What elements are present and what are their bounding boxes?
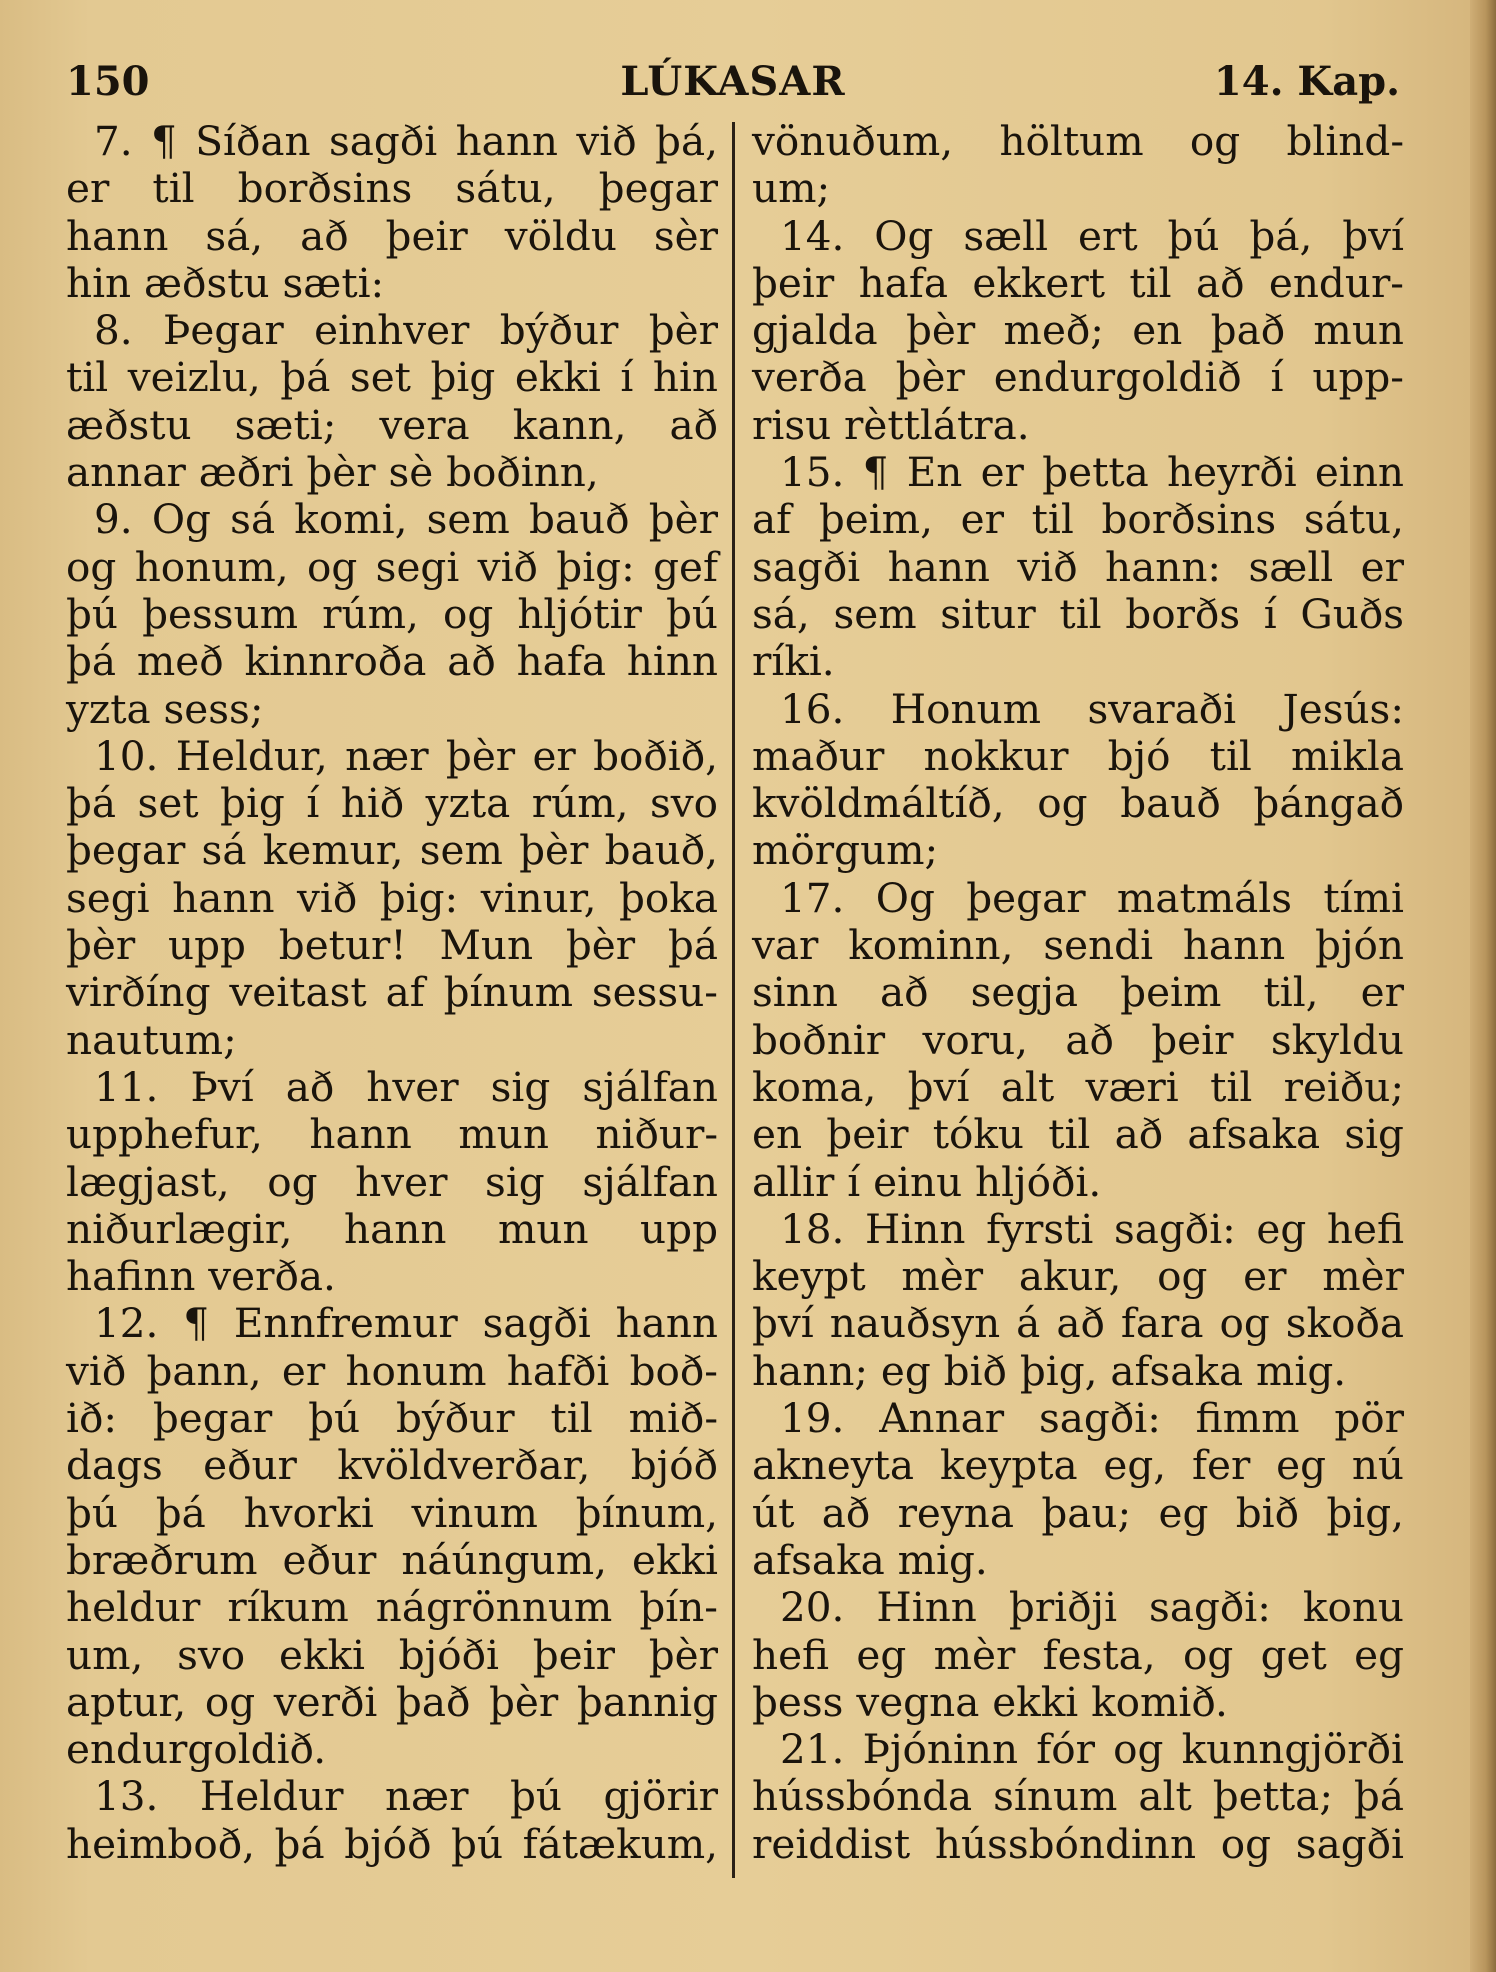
text-line: 7. ¶ Síðan sagði hann við þá, xyxy=(94,117,718,165)
text-line: þeir hafa ekkert til að endur- xyxy=(752,258,1404,307)
text-line: þegar sá kemur, sem þèr bauð, xyxy=(66,826,718,875)
text-line: hafinn verða. xyxy=(66,1252,336,1301)
text-line: yzta sess; xyxy=(66,684,264,733)
text-line: 13. Heldur nær þú gjörir xyxy=(94,1772,718,1821)
text-line: mörgum; xyxy=(752,826,939,875)
text-line: lægjast, og hver sig sjálfan xyxy=(66,1157,718,1206)
text-line: hússbónda sínum alt þetta; þá xyxy=(752,1772,1404,1821)
text-line: akneyta keypta eg, fer eg nú xyxy=(752,1441,1404,1490)
book-title: LÚKASAR xyxy=(620,58,846,105)
text-line: 9. Og sá komi, sem bauð þèr xyxy=(94,495,718,544)
text-line: 12. ¶ Ennfremur sagði hann xyxy=(94,1299,718,1348)
text-line: þú þessum rúm, og hljótir þú xyxy=(66,589,718,638)
text-line: þèr upp betur! Mun þèr þá xyxy=(66,921,718,970)
text-line: 16. Honum svaraði Jesús: xyxy=(780,684,1404,733)
text-line: þá set þig í hið yzta rúm, svo xyxy=(66,779,718,828)
page-number: 150 xyxy=(66,58,150,105)
text-line: hann; eg bið þig, afsaka mig. xyxy=(752,1346,1347,1395)
right-text-column xyxy=(752,118,1404,1868)
text-line: 15. ¶ En er þetta heyrði einn xyxy=(780,448,1404,497)
text-line: 14. Og sæll ert þú þá, því xyxy=(780,211,1404,260)
text-line: verða þèr endurgoldið í upp- xyxy=(752,353,1404,402)
text-line: 18. Hinn fyrsti sagði: eg hefi xyxy=(780,1204,1404,1253)
text-line: allir í einu hljóði. xyxy=(752,1157,1102,1206)
text-line: boðnir voru, að þeir skyldu xyxy=(752,1015,1404,1064)
text-line: þess vegna ekki komið. xyxy=(752,1677,1228,1726)
text-line: af þeim, er til borðsins sátu, xyxy=(752,495,1404,544)
text-line: þá með kinnroða að hafa hinn xyxy=(66,637,718,686)
text-line: risu rèttlátra. xyxy=(752,400,1030,449)
text-line: 21. Þjóninn fór og kunngjörði xyxy=(780,1725,1404,1774)
text-line: hin æðstu sæti: xyxy=(66,258,385,307)
text-line: dags eður kvöldverðar, bjóð xyxy=(66,1441,718,1490)
text-line: afsaka mig. xyxy=(752,1535,988,1584)
text-line: um, svo ekki bjóði þeir þèr xyxy=(66,1630,718,1679)
text-line: virðíng veitast af þínum sessu- xyxy=(66,968,718,1017)
text-line: 17. Og þegar matmáls tími xyxy=(780,873,1404,922)
text-line: sá, sem situr til borðs í Guðs xyxy=(752,589,1404,638)
text-line: út að reyna þau; eg bið þig, xyxy=(752,1488,1404,1537)
running-header xyxy=(66,58,1400,114)
text-line: sinn að segja þeim til, er xyxy=(752,968,1404,1017)
text-line: bræðrum eður náúngum, ekki xyxy=(66,1535,718,1584)
text-line: annar æðri þèr sè boðinn, xyxy=(66,448,599,497)
text-line: og honum, og segi við þig: gef xyxy=(66,542,718,591)
text-line: kvöldmáltíð, og bauð þángað xyxy=(752,779,1404,828)
text-line: nautum; xyxy=(66,1015,237,1064)
text-line: koma, því alt væri til reiðu; xyxy=(752,1062,1404,1111)
text-line: 8. Þegar einhver býður þèr xyxy=(94,306,718,355)
column-divider xyxy=(732,122,735,1878)
text-line: hann sá, að þeir völdu sèr xyxy=(66,211,718,260)
text-line: niðurlægir, hann mun upp xyxy=(66,1204,718,1253)
text-line: var kominn, sendi hann þjón xyxy=(752,921,1404,970)
text-line: 11. Því að hver sig sjálfan xyxy=(94,1062,718,1111)
text-line: heldur ríkum nágrönnum þín- xyxy=(66,1583,718,1632)
text-line: 10. Heldur, nær þèr er boðið, xyxy=(94,731,718,780)
text-line: endurgoldið. xyxy=(66,1725,327,1774)
text-line: reiddist hússbóndinn og sagði xyxy=(752,1819,1404,1868)
text-line: ríki. xyxy=(752,637,835,686)
text-line: maður nokkur bjó til mikla xyxy=(752,731,1404,780)
text-line: aptur, og verði það þèr þannig xyxy=(66,1677,718,1726)
text-line: þú þá hvorki vinum þínum, xyxy=(66,1488,718,1537)
text-line: hefi eg mèr festa, og get eg xyxy=(752,1630,1404,1679)
chapter-label: 14. Kap. xyxy=(1213,58,1400,105)
text-line: 19. Annar sagði: fimm pör xyxy=(780,1394,1404,1443)
text-line: er til borðsins sátu, þegar xyxy=(66,164,718,213)
text-line: gjalda þèr með; en það mun xyxy=(752,306,1404,355)
text-line: heimboð, þá bjóð þú fátækum, xyxy=(66,1819,718,1868)
text-line: upphefur, hann mun niður- xyxy=(66,1110,718,1159)
text-line: til veizlu, þá set þig ekki í hin xyxy=(66,353,718,402)
text-line: keypt mèr akur, og er mèr xyxy=(752,1252,1404,1301)
text-line: sagði hann við hann: sæll er xyxy=(752,542,1404,591)
text-line: því nauðsyn á að fara og skoða xyxy=(752,1299,1404,1348)
left-text-column xyxy=(66,118,718,1868)
text-line: æðstu sæti; vera kann, að xyxy=(66,400,718,449)
text-line: við þann, er honum hafði boð- xyxy=(66,1346,718,1395)
text-line: en þeir tóku til að afsaka sig xyxy=(752,1110,1404,1159)
text-line: 20. Hinn þriðji sagði: konu xyxy=(780,1583,1404,1632)
text-line: ið: þegar þú býður til mið- xyxy=(66,1394,718,1443)
text-line: segi hann við þig: vinur, þoka xyxy=(66,873,718,922)
text-line: vönuðum, höltum og blind- xyxy=(752,117,1404,165)
page-edge xyxy=(1470,0,1496,1972)
text-line: um; xyxy=(752,164,831,213)
